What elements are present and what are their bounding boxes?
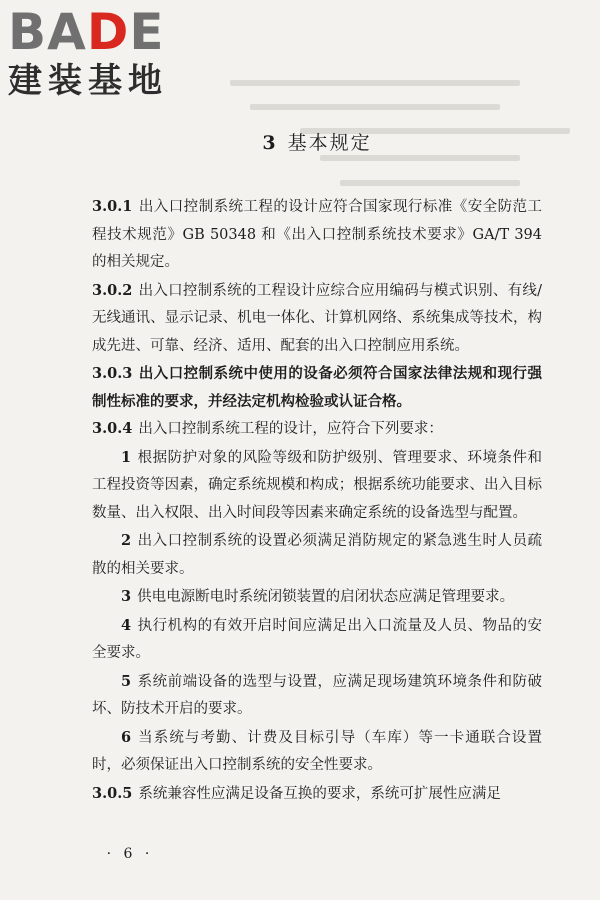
bleed-through-line [230, 80, 520, 86]
chapter-title: 3 基本规定 [262, 132, 372, 154]
list-item: 1 根据防护对象的风险等级和防护级别、管理要求、环境条件和工程投资等因素，确定系统规模和构成；根据系统功能要求、出入目标数量、出入权限、出入时间段等因素来确定系统的设备选型与配置。 [92, 448, 542, 521]
list-item: 2 出入口控制系统的设置必须满足消防规定的紧急逃生时人员疏散的相关要求。 [92, 532, 542, 577]
clause-3-0-2: 3.0.2 出入口控制系统的工程设计应综合应用编码与模式识别、有线/无线通讯、显示记录、机电一体化、计算机网络、系统集成等技术，构成先进、可靠、经济、适用、配套的出入口控制应用系统。 [92, 281, 542, 354]
list-item: 4 执行机构的有效开启时间应满足出入口流量及人员、物品的安全要求。 [92, 616, 542, 661]
document-page [92, 128, 542, 808]
list-item: 5 系统前端设备的选型与设置，应满足现场建筑环境条件和防破坏、防技术开启的要求。 [92, 672, 542, 717]
clause-3-0-4: 3.0.4 出入口控制系统工程的设计，应符合下列要求： [92, 420, 443, 437]
logo-subtitle: 建装基地 [8, 61, 168, 101]
clause-3-0-5: 3.0.5 系统兼容性应满足设备互换的要求，系统可扩展性应满足 [92, 784, 501, 802]
clause-3-0-3: 3.0.3 出入口控制系统中使用的设备必须符合国家法律法规和现行强制性标准的要求，并经法定机构检验或认证合格。 [92, 365, 542, 410]
page-number: · 6 · [106, 846, 154, 862]
logo-wordmark: BADE [8, 3, 165, 61]
list-item: 6 当系统与考勤、计费及目标引导（车库）等一卡通联合设置时，必须保证出入口控制系统的安全性要求。 [92, 728, 542, 773]
bleed-through-line [250, 104, 500, 110]
brand-logo [8, 3, 178, 101]
clause-3-0-1: 3.0.1 出入口控制系统工程的设计应符合国家现行标准《安全防范工程技术规范》GB 50348 和《出入口控制系统技术要求》GA/T 394 的相关规定。 [92, 198, 542, 270]
list-item: 3 供电电源断电时系统闭锁装置的启闭状态应满足管理要求。 [121, 588, 515, 605]
